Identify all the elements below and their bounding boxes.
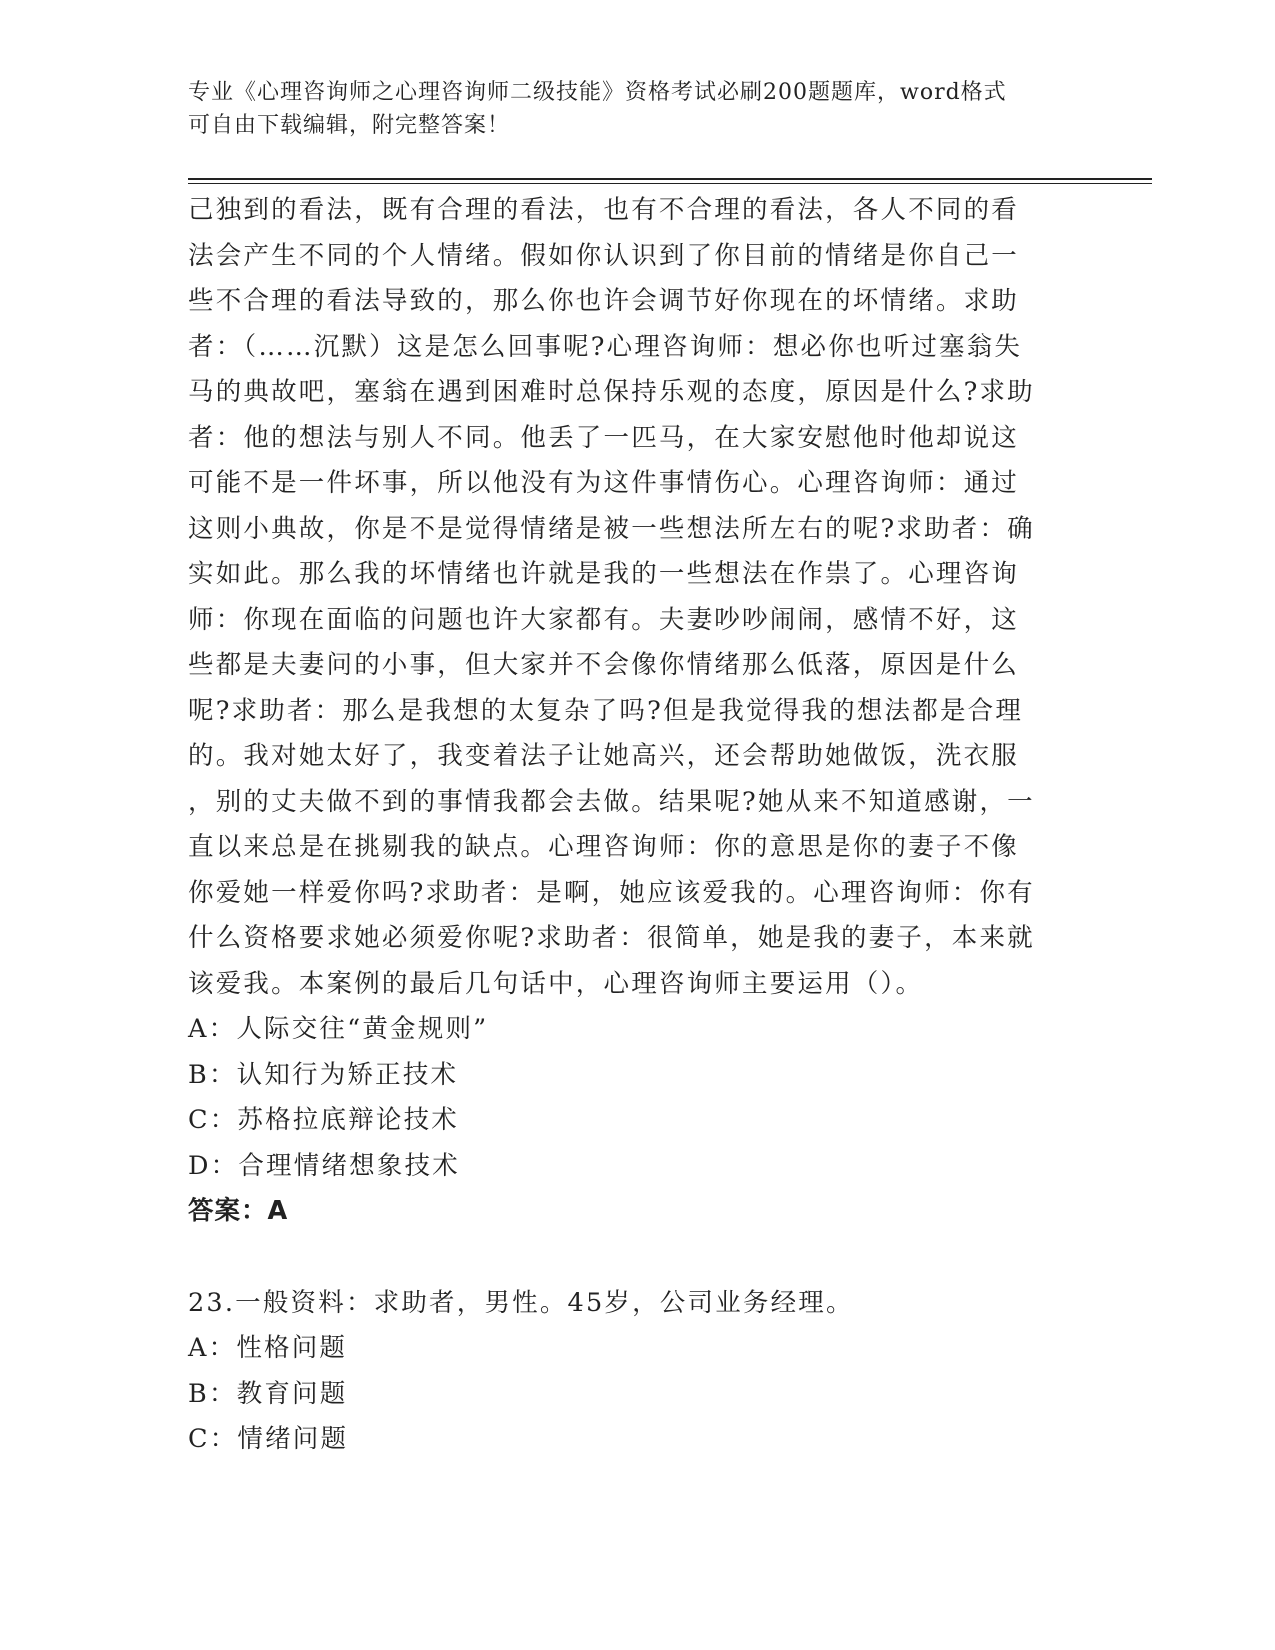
stem-line: 马的典故吧，塞翁在遇到困难时总保持乐观的态度，原因是什么?求助 (188, 377, 1035, 407)
document-header (188, 76, 1068, 142)
stem-line: 者：（……沉默）这是怎么回事呢?心理咨询师：想必你也听过塞翁失 (188, 331, 1023, 362)
stem-line: 法会产生不同的个人情绪。假如你认识到了你目前的情绪是你自己一 (188, 240, 1020, 271)
stem-line: 的。我对她太好了，我变着法子让她高兴，还会帮助她做饭，洗衣服 (188, 741, 1020, 771)
stem-line: 些都是夫妻问的小事，但大家并不会像你情绪那么低落，原因是什么 (188, 650, 1020, 680)
question-22-answer: 答案：A (188, 1196, 289, 1226)
option-c: C：苏格拉底辩论技术 (188, 1105, 460, 1135)
question-22-options (188, 1007, 1068, 1189)
option-b: B：教育问题 (188, 1378, 348, 1409)
stem-line: 这则小典故，你是不是觉得情绪是被一些想法所左右的呢?求助者：确 (188, 513, 1035, 544)
header-title-line-1: 专业《心理咨询师之心理咨询师二级技能》资格考试必刷200题题库，word格式 (188, 80, 1007, 105)
question-spacer (188, 1235, 1068, 1281)
stem-line: 者：他的想法与别人不同。他丢了一匹马，在大家安慰他时他却说这 (188, 422, 1020, 453)
stem-line: 你爱她一样爱你吗?求助者：是啊，她应该爱我的。心理咨询师：你有 (188, 877, 1035, 908)
question-23 (188, 1281, 1068, 1463)
stem-line: 呢?求助者：那么是我想的太复杂了吗?但是我觉得我的想法都是合理 (188, 695, 1024, 726)
header-divider-thick (188, 178, 1152, 180)
stem-line: 什么资格要求她必须爱你呢?求助者：很简单，她是我的妻子，本来就 (188, 923, 1035, 953)
option-d: D：合理情绪想象技术 (188, 1150, 460, 1181)
stem-line: ，别的丈夫做不到的事情我都会去做。结果呢?她从来不知道感谢，一 (188, 786, 1035, 817)
stem-line: 该爱我。本案例的最后几句话中，心理咨询师主要运用（）。 (188, 968, 924, 999)
header-divider-thin (188, 183, 1152, 184)
question-22-stem (188, 188, 1068, 1007)
question-23-options (188, 1326, 1068, 1463)
stem-line: 己独到的看法，既有合理的看法，也有不合理的看法，各人不同的看 (188, 195, 1020, 225)
option-a: A：人际交往“黄金规则” (188, 1014, 489, 1044)
stem-line: 可能不是一件坏事，所以他没有为这件事情伤心。心理咨询师：通过 (188, 468, 1020, 498)
option-a: A：性格问题 (188, 1333, 348, 1363)
document-body (188, 188, 1068, 1463)
stem-line: 实如此。那么我的坏情绪也许就是我的一些想法在作祟了。心理咨询 (188, 559, 1020, 589)
option-c: C：情绪问题 (188, 1424, 349, 1454)
stem-line: 直以来总是在挑剔我的缺点。心理咨询师：你的意思是你的妻子不像 (188, 832, 1020, 862)
stem-line: 些不合理的看法导致的，那么你也许会调节好你现在的坏情绪。求助 (188, 286, 1020, 316)
option-b: B：认知行为矫正技术 (188, 1059, 459, 1090)
question-22 (188, 188, 1068, 1235)
stem-line: 师：你现在面临的问题也许大家都有。夫妻吵吵闹闹，感情不好，这 (188, 604, 1020, 635)
header-title-line-2: 可自由下载编辑，附完整答案！ (188, 113, 511, 138)
question-23-stem: 23.一般资料：求助者，男性。45岁，公司业务经理。 (188, 1287, 854, 1318)
